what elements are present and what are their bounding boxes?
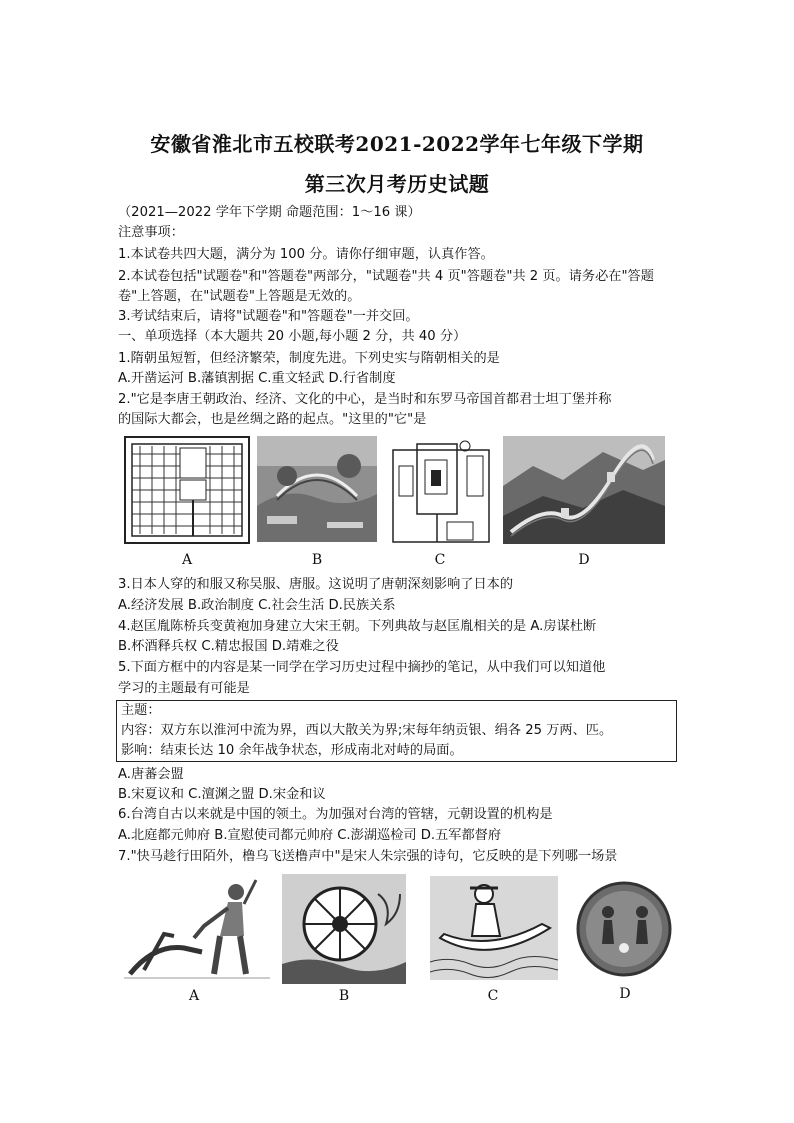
text-line: 3.考试结束后，请将"试题卷"和"答题卷"一并交回。 bbox=[118, 309, 419, 324]
figure-2-label-b: B bbox=[338, 988, 350, 1004]
notes-content: 内容：双方东以淮河中流为界，西以大散关为界;宋每年纳贡银、绢各 25 万两、匹。 bbox=[121, 723, 613, 738]
title-line-1: 安徽省淮北市五校联考2021-2022学年七年级下学期 bbox=[150, 132, 644, 156]
changan-city-map-image bbox=[124, 436, 250, 544]
boat-rower-image bbox=[430, 876, 558, 980]
figure-1-label-d: D bbox=[578, 552, 590, 568]
question-4: 4.赵匡胤陈桥兵变黄袍加身建立大宋王朝。下列典故与赵匡胤相关的是 A.房谋杜断 bbox=[118, 619, 597, 634]
great-wall-photo-image bbox=[503, 436, 665, 544]
cuju-bronze-mirror-image bbox=[572, 878, 676, 980]
figure-2-label-a: A bbox=[188, 988, 200, 1004]
question-3: 3.日本人穿的和服又称吴服、唐服。这说明了唐朝深刻影响了日本的 bbox=[118, 577, 514, 592]
figure-1-label-c: C bbox=[434, 552, 446, 568]
question-2-cont: 的国际大都会，也是丝绸之路的起点。"这里的"它"是 bbox=[118, 412, 427, 427]
question-1: 1.隋朝虽短暂，但经济繁荣，制度先进。下列史实与隋朝相关的是 bbox=[118, 351, 500, 366]
question-2: 2."它是李唐王朝政治、经济、文化的中心，是当时和东罗马帝国首都君士坦丁堡并称 bbox=[118, 392, 612, 407]
section-heading: 一、单项选择（本大题共 20 小题,每小题 2 分，共 40 分） bbox=[118, 329, 467, 344]
waterwheel-image bbox=[282, 874, 406, 984]
figure-1-label-a: A bbox=[181, 552, 193, 568]
text-line: （2021—2022 学年下学期 命题范围：1～16 课） bbox=[118, 205, 421, 220]
question-5-cont: 学习的主题最有可能是 bbox=[118, 681, 250, 696]
title-line-2: 第三次月考历史试题 bbox=[304, 172, 490, 196]
question-4-options: B.杯酒释兵权 C.精忠报国 D.靖难之役 bbox=[118, 639, 339, 654]
grand-canal-bridge-image bbox=[257, 436, 377, 542]
question-6: 6.台湾自古以来就是中国的领土。为加强对台湾的管辖，元朝设置的机构是 bbox=[118, 807, 553, 822]
figure-1-label-b: B bbox=[311, 552, 323, 568]
palace-city-plan-image bbox=[387, 436, 495, 546]
notes-box bbox=[116, 700, 677, 762]
text-line: 2.本试卷包括"试题卷"和"答题卷"两部分，"试题卷"共 4 页"答题卷"共 2 页。请务必在"答题 bbox=[118, 269, 654, 284]
question-5-option-a: A.唐蕃会盟 bbox=[118, 767, 184, 782]
question-7: 7."快马趁行田陌外，橹乌飞送橹声中"是宋人朱宗强的诗句，它反映的是下列哪一场景 bbox=[118, 849, 618, 864]
question-5-options: B.宋夏议和 C.澶渊之盟 D.宋金和议 bbox=[118, 787, 326, 802]
figure-2-label-c: C bbox=[487, 988, 499, 1004]
question-5: 5.下面方框中的内容是某一同学在学习历史过程中摘抄的笔记，从中我们可以知道他 bbox=[118, 660, 606, 675]
farmer-plow-image bbox=[124, 874, 270, 984]
figure-2-label-d: D bbox=[619, 986, 631, 1002]
text-line: 1.本试卷共四大题，满分为 100 分。请你仔细审题，认真作答。 bbox=[118, 247, 494, 262]
question-6-options: A.北庭都元帅府 B.宣慰使司都元帅府 C.澎湖巡检司 D.五军都督府 bbox=[118, 828, 502, 843]
notes-topic: 主题： bbox=[121, 703, 161, 718]
question-3-options: A.经济发展 B.政治制度 C.社会生活 D.民族关系 bbox=[118, 598, 396, 613]
question-1-options: A.开凿运河 B.藩镇割据 C.重文轻武 D.行省制度 bbox=[118, 371, 396, 386]
text-line: 注意事项： bbox=[118, 225, 184, 240]
notes-impact: 影响：结束长达 10 余年战争状态，形成南北对峙的局面。 bbox=[121, 743, 463, 758]
text-line: 卷"上答题，在"试题卷"上答题是无效的。 bbox=[118, 289, 361, 304]
